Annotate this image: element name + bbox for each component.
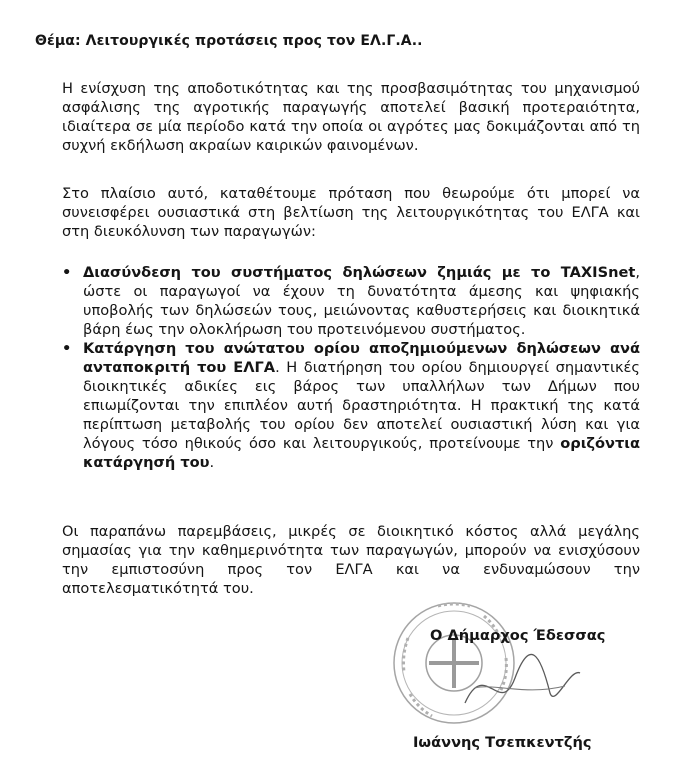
list-item <box>62 339 640 472</box>
subject-line: Θέμα: Λειτουργικές προτάσεις προς τον ΕΛ.Γ.Α.. <box>35 33 423 49</box>
bullet-icon: • <box>62 264 72 281</box>
signature-name: Ιωάννης Τσεπκεντζής <box>413 734 592 751</box>
paragraph-intro: Η ενίσχυση της αποδοτικότητας και της προσβασιμότητας του μηχανισμού ασφάλισης της αγροτικής παραγωγής αποτελεί βασική προτεραιότητα, ιδιαίτερα σε μία περίοδο κατά την οποία οι αγρότες μας δοκιμάζονται από τη συχνή εκδήλωση ακραίων καιρικών φαινομένων. <box>62 80 640 154</box>
bullet-text: , ώστε οι παραγωγοί να έχουν τη δυνατότητα άμεσης και ψηφιακής υποβολής των δηλώσεών τους, μειώνοντας καθυστερήσεις και διοικητικά βάρη έως την ολοκλήρωση του προτεινόμενου συστήματος. <box>83 264 640 338</box>
bullet-bold-text: Διασύνδεση του συστήματος δηλώσεων ζημιάς με το TAXISnet <box>83 264 636 281</box>
signature-title: Ο Δήμαρχος Έδεσσας <box>430 627 606 644</box>
paragraph-closing: Οι παραπάνω παρεμβάσεις, μικρές σε διοικητικό κόστος αλλά μεγάλης σημασίας για την καθημερινότητα των παραγωγών, μπορούν να ενισχύσουν την εμπιστοσύνη προς τον ΕΛΓΑ και να ενδυναμώσουν την αποτελεσματικότητά του. <box>62 523 640 597</box>
paragraph-proposal: Στο πλαίσιο αυτό, καταθέτουμε πρόταση που θεωρούμε ότι μπορεί να συνεισφέρει ουσιαστικά στη βελτίωση της λειτουργικότητας του ΕΛΓΑ και στη διευκόλυνση των παραγωγών: <box>62 185 640 240</box>
bullet-icon: • <box>62 340 72 357</box>
bullet-bold-end: οριζόντια κατάργησή του <box>83 435 640 471</box>
handwritten-signature-icon <box>455 648 585 723</box>
proposal-list <box>62 263 640 472</box>
bullet-end: . <box>209 454 215 471</box>
list-item <box>62 263 640 339</box>
bullet-bold-text: Κατάργηση του ανώτατου ορίου αποζημιούμενων δηλώσεων ανά ανταποκριτή του ΕΛΓΑ <box>83 340 640 376</box>
bullet-text: . Η διατήρηση του ορίου δημιουργεί σημαντικές διοικητικές αδικίες εις βάρος των υπαλλήλων των Δήμων που επιωμίζονται την επιπλέον αυτή δραστηριότητα. Η πρακτική της κατά περίπτωση μεταβολής του ορίου δεν αποτελεί ουσιαστική λύση και για λόγους τόσο ηθικούς όσο και λειτουργικούς, προτείνουμε την <box>83 359 641 452</box>
